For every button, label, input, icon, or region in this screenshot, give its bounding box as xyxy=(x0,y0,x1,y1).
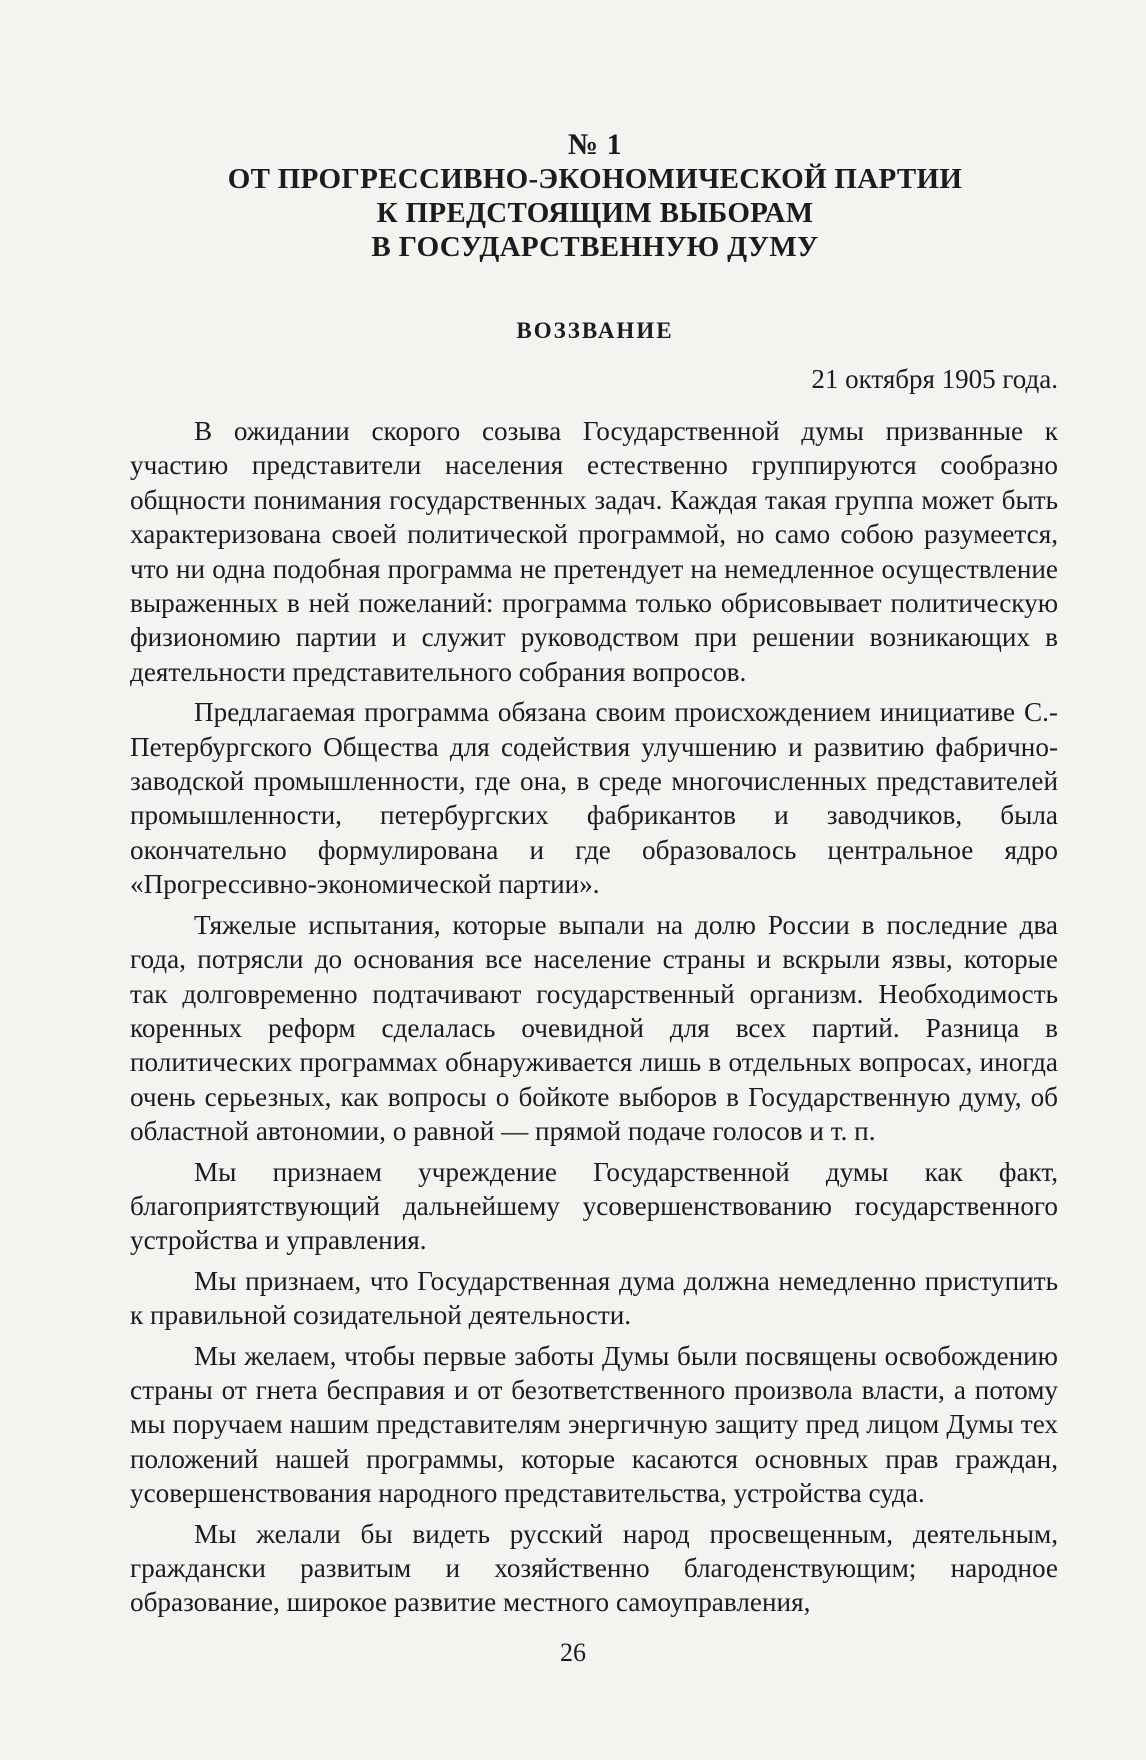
document-date: 21 октября 1905 года. xyxy=(811,364,1058,394)
document-title-line-2: К ПРЕДСТОЯЩИМ ВЫБОРАМ xyxy=(376,197,814,229)
paragraph-6: Мы желаем, чтобы первые заботы Думы были посвящены освобождению страны от гнета бесправия и от безответственного произвола власти, а потому мы поручаем нашим представителям энергичную защиту пред лицом Думы тех положений нашей программы, которые касаются основных прав граждан, усовершенствования народного представительства, устройства суда. xyxy=(130,1340,1058,1509)
paragraph-4: Мы признаем учреждение Государственной думы как факт, благоприятствующий дальнейшему усовершенствованию государственного устройства и управления. xyxy=(130,1156,1058,1256)
paragraph-3: Тяжелые испытания, которые выпали на долю России в последние два года, потрясли до основания все население страны и вскрыли язвы, которые так долговременно подтачивают государственный организм. Необходимость коренных реформ сделалась очевидной для всех партий. Разница в политических программах обнаруживается лишь в отдельных вопросах, иногда очень серьезных, как вопросы о бойкоте выборов в Государственную думу, об областной автономии, о равной — прямой подаче голосов и т. п. xyxy=(130,909,1058,1147)
document-body xyxy=(130,414,1058,1626)
paragraph-1: В ожидании скорого созыва Государственной думы призванные к участию представители населения естественно группируются сообразно общности понимания государственных задач. Каждая такая группа может быть характеризована своей политической программой, но само собою разумеется, что ни одна подобная программа не претендует на немедленное осуществление выраженных в ней пожеланий: программа только обрисовывает политическую физиономию партии и служит руководством при решении возникающих в деятельности представительного собрания вопросов. xyxy=(130,416,1058,687)
paragraph-7: Мы желали бы видеть русский народ просвещенным, деятельным, граждански развитым и хозяйственно благоденствующим; народное образование, широкое развитие местного самоуправления, xyxy=(130,1518,1058,1618)
page-number: 26 xyxy=(560,1638,586,1667)
document-number: № 1 xyxy=(567,128,623,161)
document-title-line-1: ОТ ПРОГРЕССИВНО-ЭКОНОМИЧЕСКОЙ ПАРТИИ xyxy=(227,163,963,195)
document-header xyxy=(130,128,1060,264)
paragraph-2: Предлагаемая программа обязана своим происхождением инициативе С.-Петербургского Общества для содействия улучшению и развитию фабрично-заводской промышленности, где она, в среде многочисленных представителей промышленности, петербургских фабрикантов и заводчиков, была окончательно формулирована и где образовалось центральное ядро «Прогрессивно-экономической партии». xyxy=(130,697,1058,900)
document-title-line-3: В ГОСУДАРСТВЕННУЮ ДУМУ xyxy=(371,231,819,263)
paragraph-5: Мы признаем, что Государственная дума должна немедленно приступить к правильной созидательной деятельности. xyxy=(130,1265,1058,1331)
document-type: ВОЗЗВАНИЕ xyxy=(516,318,674,343)
